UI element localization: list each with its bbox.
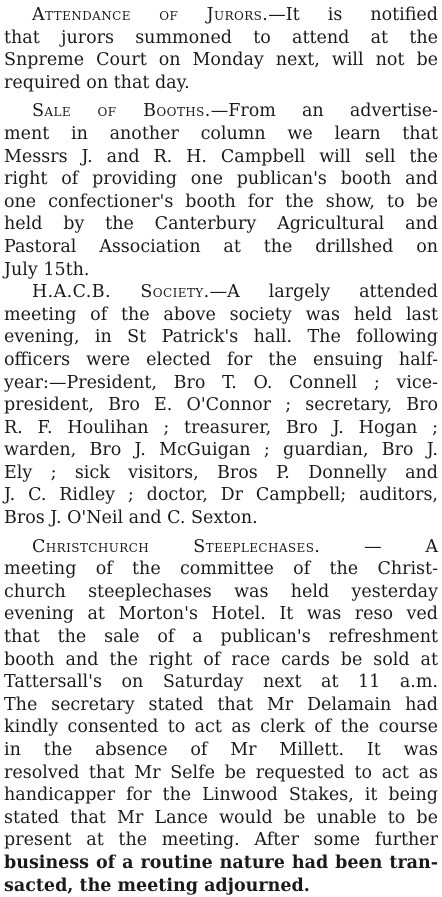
article-line: evening at Morton's Hotel. It was reso ved [4,604,438,625]
article-first-line [4,281,438,304]
article-line: that jurors summoned to attend at the [4,27,438,48]
article-line: J. C. Ridley ; doctor, Dr Campbell; auditors, [4,485,438,506]
article-line: Snpreme Court on Monday next, will not be [4,50,438,71]
article-text: —A largely attended [209,282,438,303]
article-first-line [4,4,438,27]
article-text: —It is notified [268,5,438,25]
article-line: warden, Bro J. McGuigan ; guardian, Bro J. [4,440,438,461]
article-line: booth and the right of race cards be sold at [4,649,438,670]
article-text: —From an advertise- [210,101,438,122]
article-line: church steeplechases was held yesterday [4,581,438,602]
article-line: Pastoral Association at the drillshed on [4,236,438,257]
article-line: that the sale of a publican's refreshment [4,627,438,648]
article-sale-of-booths [4,100,438,281]
article-attendance-of-jurors [4,4,438,94]
article-line: one confectioner's booth for the show, to be [4,191,438,212]
article-line: resolved that Mr Selfe be requested to act as [4,762,438,783]
article-line: year:—President, Bro T. O. Connell ; vice- [4,372,438,393]
article-line: July 15th. [4,259,90,280]
article-line: present at the meeting. After some further [4,830,438,851]
article-line: Bros J. O'Neil and C. Sexton. [4,508,258,529]
article-line: evening, in St Patrick's hall. The following [4,327,438,348]
article-text: — A [320,536,438,557]
newspaper-column [4,4,438,897]
article-line: The secretary stated that Mr Delamain had [4,694,438,715]
article-christchurch-steeplechases [4,536,438,897]
article-line: held by the Canterbury Agricultural and [4,214,438,235]
article-line: sacted, the meeting adjourned. [4,875,310,896]
article-line: required on that day. [4,72,190,93]
article-line: Tattersall's on Saturday next at 11 a.m. [4,672,438,693]
article-line: in the absence of Mr Millett. It was [4,740,438,760]
article-line: kindly consented to act as clerk of the course [4,717,438,738]
article-first-line [4,100,438,123]
article-line: Messrs J. and R. H. Campbell will sell the [4,146,438,167]
article-line: officers were elected for the ensuing half- [4,349,438,370]
article-heading: Christchurch Steeplechases. [32,536,321,557]
article-line: handicapper for the Linwood Stakes, it being [4,785,438,806]
article-line: ment in another column we learn that [4,123,438,144]
article-heading: H.A.C.B. Society. [32,282,210,303]
article-line: stated that Mr Lance would be unable to be [4,807,438,828]
article-line: R. F. Houlihan ; treasurer, Bro J. Hogan ; [4,417,438,438]
article-line: president, Bro E. O'Connor ; secretary, Bro [4,395,438,416]
article-line: right of providing one publican's booth and [4,169,438,190]
article-line: meeting of the above society was held last [4,304,438,325]
article-line: business of a routine nature had been tran- [4,852,438,873]
article-line: meeting of the committee of the Christ- [4,559,438,580]
article-heading: Attendance of Jurors. [32,5,269,25]
article-hacb-society [4,281,438,530]
article-first-line [4,536,438,559]
article-heading: Sale of Booths. [32,101,211,122]
article-line: Ely ; sick visitors, Bros P. Donnelly and [4,462,438,483]
